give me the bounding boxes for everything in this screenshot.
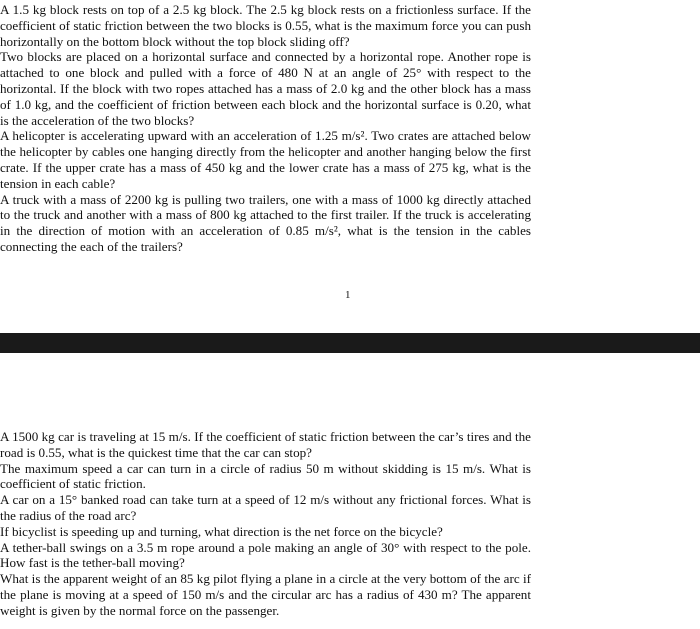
question-11	[0, 128, 531, 191]
question-12	[0, 192, 531, 255]
question-text: If bicyclist is speeding up and turning, what direction is the net force on the bicycle?	[0, 523, 443, 539]
question-text: A car on a 15° banked road can take turn at a speed of 12 m/s without any frictional forces. What is the radius of the road arc?	[0, 492, 531, 523]
question-text: A tether-ball swings on a 3.5 m rope around a pole making an angle of 30° with respect to the pole. How fast is the tether-ball moving?	[0, 539, 531, 571]
question-text: The maximum speed a car can turn in a circle of radius 50 m without skidding is 15 m/s. What is coefficient of static friction.	[0, 460, 531, 492]
question-13	[0, 429, 531, 461]
document-page-2	[0, 353, 700, 629]
question-text: A truck with a mass of 2200 kg is pulling two trailers, one with a mass of 1000 kg directly attached to the truck and another with a mass of 800 kg attached to the first trailer. If the truck is accelerating in the direction of motion with an acceleration of 0.85 m/s², what is the tension in the cables connecting the each of the trailers?	[0, 191, 531, 254]
question-text: What is the apparent weight of an 85 kg pilot flying a plane in a circle at the very bottom of the arc if the plane is moving at a speed of 150 m/s and the circular arc has a radius of 430 m? The apparent weight is given by the normal force on the passenger.	[0, 571, 531, 618]
question-text: Two blocks are placed on a horizontal surface and connected by a horizontal rope. Another rope is attached to one block and pulled with a force of 480 N at an angle of 25° with respect to the horizontal. If the block with two ropes attached has a mass of 2.0 kg and the other block has a mass of 1.0 kg, and the coefficient of friction between each block and the horizontal surface is 0.20, what is the acceleration of the two blocks?	[0, 49, 531, 128]
question-list-page-1	[0, 2, 531, 255]
page-divider	[0, 333, 700, 353]
question-10	[0, 49, 531, 128]
question-15	[0, 492, 531, 524]
question-16	[0, 524, 531, 540]
question-9	[0, 2, 531, 49]
page-number: 1	[345, 289, 351, 301]
question-text: A 1.5 kg block rests on top of a 2.5 kg block. The 2.5 kg block rests on a frictionless surface. If the coefficient of static friction between the two blocks is 0.55, what is the maximum force you can push horizontally on the bottom block without the top block sliding off?	[0, 2, 531, 49]
question-14	[0, 461, 531, 493]
question-list-page-2	[0, 429, 531, 619]
question-17	[0, 540, 531, 572]
question-text: A 1500 kg car is traveling at 15 m/s. If the coefficient of static friction between the car’s tires and the road is 0.55, what is the quickest time that the car can stop?	[0, 429, 531, 460]
question-18	[0, 571, 531, 618]
question-text: A helicopter is accelerating upward with an acceleration of 1.25 m/s². Two crates are attached below the helicopter by cables one hanging directly from the helicopter and another hanging below the first crate. If the upper crate has a mass of 450 kg and the lower crate has a mass of 275 kg, what is the tension in each cable?	[0, 128, 531, 191]
